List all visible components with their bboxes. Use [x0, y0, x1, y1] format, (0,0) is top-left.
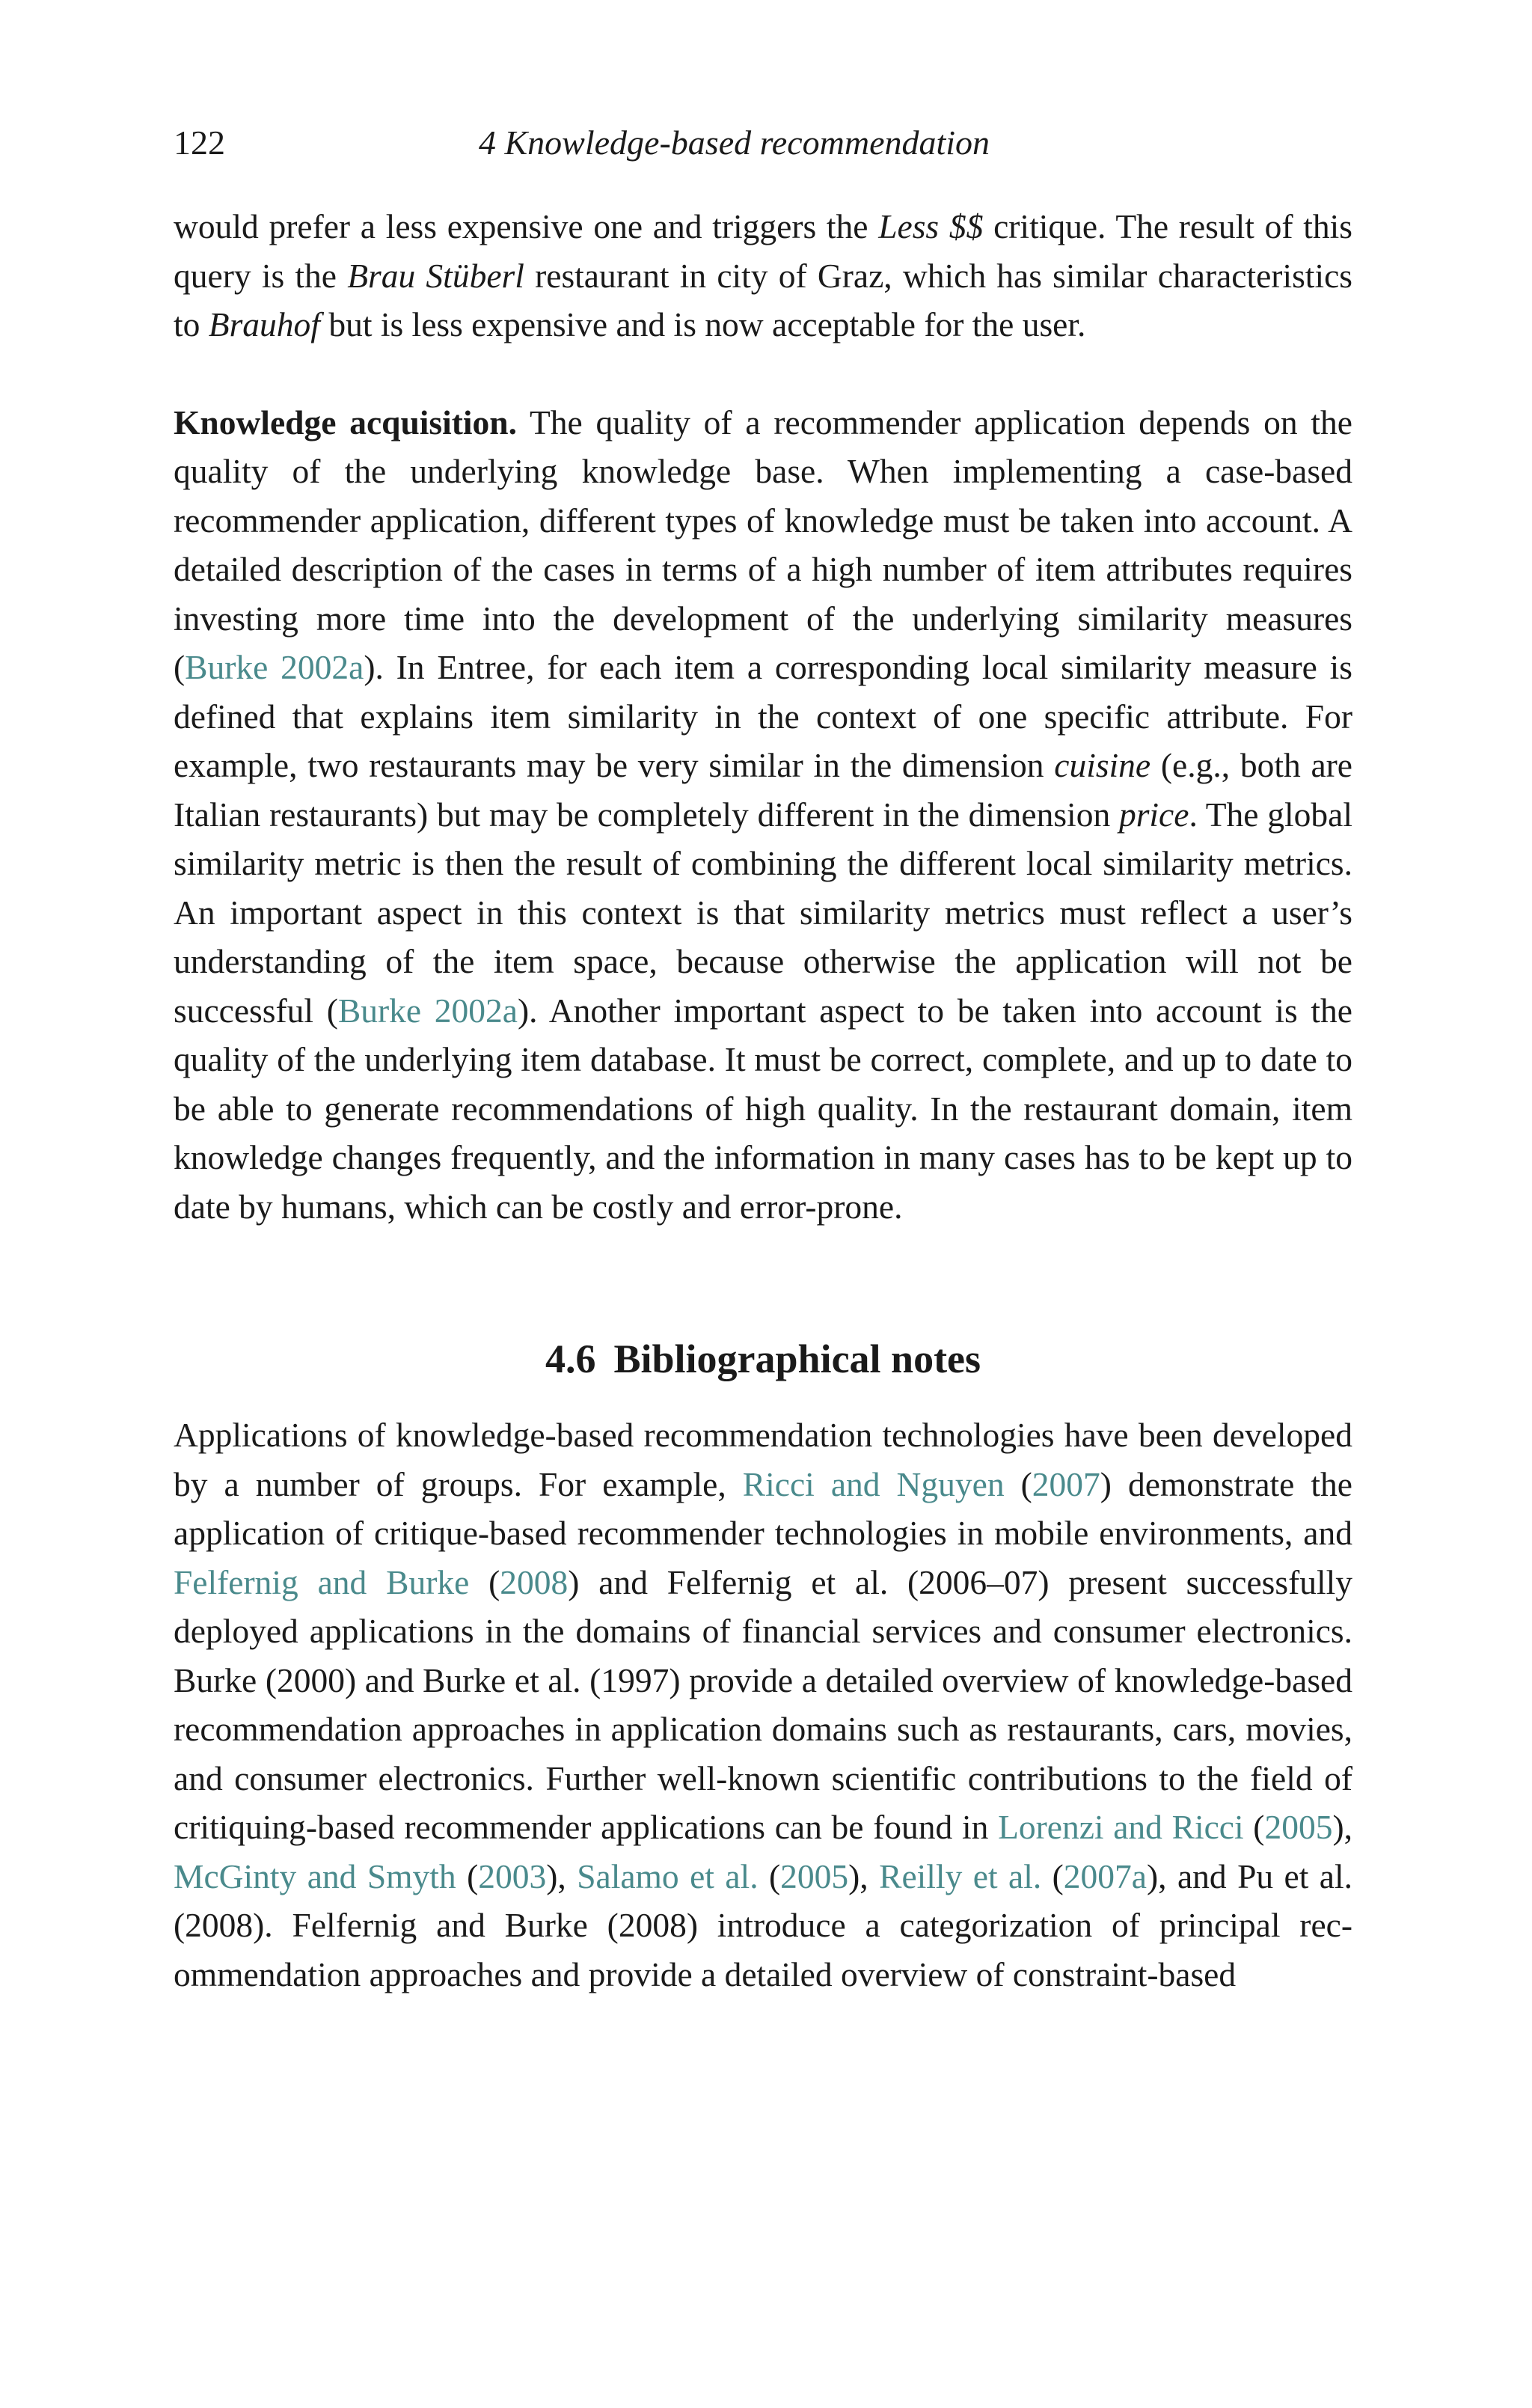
text-run: ). Another important aspect to be taken into account is the quality of the underlying item database. It must be correct, complete, and up to date to be able to generate recommendations of high quality. In the restaurant domain, item knowledge changes frequently, and the information in many cases has to be kept up to date by humans, which can be costly and error-prone. — [174, 991, 1352, 1226]
text-run: ( — [1243, 1808, 1265, 1846]
citation-link[interactable]: Salamo et al. — [577, 1857, 759, 1895]
emphasis-price: price — [1118, 795, 1189, 834]
text-run: critique. The result of this query is the — [174, 207, 1352, 295]
text-run: ), and Pu et al. (2008). Felfernig and Burke (2008) introduce a categorization of principal recommendation approaches and provide a detailed overview of constraint-based — [174, 1857, 1353, 1993]
citation-link[interactable]: Ricci and Nguyen — [742, 1464, 1005, 1503]
paragraph-bibliographical-notes — [174, 1411, 1352, 1999]
emphasis-brauhof: Brauhof — [208, 305, 320, 343]
emphasis-brau-stuberl: Brau Stüberl — [347, 256, 524, 295]
citation-link[interactable]: Lorenzi and Ricci — [998, 1808, 1244, 1846]
citation-link[interactable]: Burke 2002a — [337, 991, 518, 1030]
text-run: The quality of a recommender application depends on the quality of the underlying knowledge base. When implementing a case-based recommender application, different types of knowledge must be taken into account. A detailed description of the cases in terms of a high number of item attributes requires investing more time into the development of the underlying similarity measures ( — [174, 403, 1352, 686]
text-run: ) and Felfernig et al. (2006–07) present successfully deployed applications in the domains of financial services and consumer electronics. Burke (2000) and Burke et al. (1997) provide a detailed overview of knowledge-based recommendation approaches in application domains such as restaurants, cars, movies, and consumer electronics. Further well-known scientific contributions to the field of critiquing-based recommender applications can be found in — [174, 1562, 1353, 1846]
paragraph-critique-result — [174, 202, 1352, 349]
section-number: 4.6 — [545, 1336, 596, 1381]
citation-link[interactable]: 2008 — [500, 1562, 569, 1601]
text-run: but is less expensive and is now acceptable for the user. — [319, 305, 1086, 343]
citation-link[interactable]: 2005 — [1264, 1808, 1333, 1846]
citation-link[interactable]: Reilly et al. — [879, 1857, 1042, 1895]
text-run: ( — [758, 1857, 781, 1895]
emphasis-cuisine: cuisine — [1054, 746, 1151, 784]
chapter-title: 4 Knowledge-based recommendation — [479, 123, 990, 162]
text-run: ( — [1041, 1857, 1064, 1895]
text-run: ) demonstrate the application of critique-based recommender technologies in mobile environments, and — [174, 1464, 1352, 1552]
citation-link[interactable]: 2005 — [780, 1857, 849, 1895]
text-run: ), — [546, 1857, 577, 1895]
section-title: Bibliographical notes — [613, 1336, 981, 1381]
citation-link[interactable]: 2007 — [1032, 1464, 1100, 1503]
text-run: . The global similarity metric is then the result of combining the different local similarity metrics. An important aspect in this context is that similarity metrics must reflect a user’s understanding of the item space, because otherwise the application will not be successful ( — [174, 795, 1352, 1030]
citation-link[interactable]: Burke 2002a — [185, 648, 364, 686]
text-run: ( — [469, 1562, 500, 1601]
text-run: restaurant in city of Graz, which has similar characteristics to — [174, 256, 1352, 343]
citation-link[interactable]: 2003 — [478, 1857, 547, 1895]
text-run: would prefer a less expensive one and triggers the — [174, 207, 879, 245]
running-head — [174, 120, 1352, 180]
text-run: (e.g., both are Italian restaurants) but may be completely different in the dimension — [174, 746, 1353, 834]
paragraph-knowledge-acquisition — [174, 398, 1352, 1232]
citation-link[interactable]: McGinty and Smyth — [174, 1857, 456, 1895]
text-run: ( — [456, 1857, 479, 1895]
text-run: Applications of knowledge-based recommendation technologies have been developed by a number of groups. For example, — [174, 1416, 1352, 1503]
run-in-heading: Knowledge acquisition. — [174, 403, 517, 441]
page-number: 122 — [174, 123, 225, 162]
citation-link[interactable]: 2007a — [1063, 1857, 1147, 1895]
citation-link[interactable]: Felfernig and Burke — [174, 1562, 470, 1601]
text-run: ), — [848, 1857, 880, 1895]
emphasis-less-critique: Less $$ — [878, 207, 984, 245]
text-run: ). In Entree, for each item a corresponding local similarity measure is defined that explains item similarity in the context of one specific attribute. For example, two restaurants may be very similar in the dimension — [174, 648, 1352, 784]
section-heading — [174, 1333, 1352, 1385]
book-page — [174, 120, 1352, 1999]
text-run: ), — [1332, 1808, 1352, 1846]
text-run: ( — [1004, 1464, 1032, 1503]
